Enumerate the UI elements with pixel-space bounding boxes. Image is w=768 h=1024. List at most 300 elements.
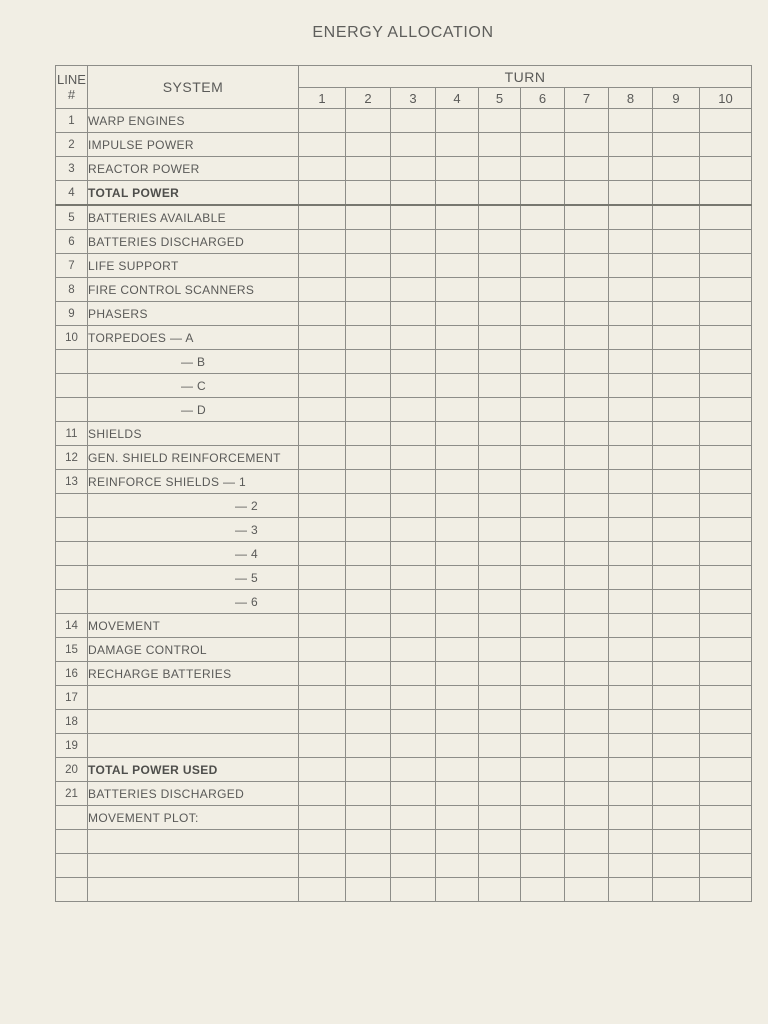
turn-entry-cell[interactable] [436,590,479,614]
turn-entry-cell[interactable] [700,590,752,614]
turn-entry-cell[interactable] [653,326,700,350]
turn-entry-cell[interactable] [700,181,752,206]
turn-entry-cell[interactable] [479,662,521,686]
turn-entry-cell[interactable] [653,518,700,542]
turn-entry-cell[interactable] [391,254,436,278]
turn-entry-cell[interactable] [609,278,653,302]
turn-entry-cell[interactable] [700,494,752,518]
turn-entry-cell[interactable] [346,374,391,398]
turn-entry-cell[interactable] [479,710,521,734]
turn-entry-cell[interactable] [479,350,521,374]
turn-entry-cell[interactable] [479,590,521,614]
turn-entry-cell[interactable] [609,181,653,206]
turn-entry-cell[interactable] [700,133,752,157]
turn-entry-cell[interactable] [565,518,609,542]
turn-entry-cell[interactable] [436,830,479,854]
turn-entry-cell[interactable] [346,181,391,206]
turn-entry-cell[interactable] [609,326,653,350]
turn-entry-cell[interactable] [346,662,391,686]
turn-entry-cell[interactable] [479,494,521,518]
turn-entry-cell[interactable] [653,374,700,398]
turn-entry-cell[interactable] [299,109,346,133]
turn-entry-cell[interactable] [299,806,346,830]
turn-entry-cell[interactable] [653,662,700,686]
turn-entry-cell[interactable] [609,398,653,422]
turn-entry-cell[interactable] [299,854,346,878]
turn-entry-cell[interactable] [346,157,391,181]
turn-entry-cell[interactable] [436,734,479,758]
turn-entry-cell[interactable] [609,157,653,181]
turn-entry-cell[interactable] [346,446,391,470]
turn-entry-cell[interactable] [299,157,346,181]
turn-entry-cell[interactable] [700,326,752,350]
turn-entry-cell[interactable] [299,422,346,446]
turn-entry-cell[interactable] [565,830,609,854]
turn-entry-cell[interactable] [346,734,391,758]
turn-entry-cell[interactable] [653,686,700,710]
turn-entry-cell[interactable] [479,470,521,494]
turn-entry-cell[interactable] [653,278,700,302]
turn-entry-cell[interactable] [346,133,391,157]
turn-entry-cell[interactable] [521,230,565,254]
turn-entry-cell[interactable] [521,326,565,350]
turn-entry-cell[interactable] [479,638,521,662]
turn-entry-cell[interactable] [521,422,565,446]
turn-entry-cell[interactable] [653,854,700,878]
turn-entry-cell[interactable] [436,542,479,566]
turn-entry-cell[interactable] [479,806,521,830]
turn-entry-cell[interactable] [346,878,391,902]
turn-entry-cell[interactable] [346,302,391,326]
turn-entry-cell[interactable] [609,758,653,782]
turn-entry-cell[interactable] [346,205,391,230]
turn-entry-cell[interactable] [609,782,653,806]
turn-entry-cell[interactable] [521,662,565,686]
turn-entry-cell[interactable] [299,662,346,686]
turn-entry-cell[interactable] [479,878,521,902]
turn-entry-cell[interactable] [609,470,653,494]
turn-entry-cell[interactable] [479,758,521,782]
turn-entry-cell[interactable] [436,854,479,878]
turn-entry-cell[interactable] [479,302,521,326]
turn-entry-cell[interactable] [436,878,479,902]
turn-entry-cell[interactable] [436,181,479,206]
turn-entry-cell[interactable] [436,806,479,830]
turn-entry-cell[interactable] [609,254,653,278]
turn-entry-cell[interactable] [346,109,391,133]
turn-entry-cell[interactable] [299,302,346,326]
turn-entry-cell[interactable] [391,109,436,133]
turn-entry-cell[interactable] [436,518,479,542]
turn-entry-cell[interactable] [346,854,391,878]
turn-entry-cell[interactable] [299,566,346,590]
turn-entry-cell[interactable] [609,566,653,590]
turn-entry-cell[interactable] [653,710,700,734]
turn-entry-cell[interactable] [479,205,521,230]
turn-entry-cell[interactable] [299,278,346,302]
turn-entry-cell[interactable] [346,470,391,494]
turn-entry-cell[interactable] [565,638,609,662]
turn-entry-cell[interactable] [700,254,752,278]
turn-entry-cell[interactable] [653,181,700,206]
turn-entry-cell[interactable] [521,302,565,326]
turn-entry-cell[interactable] [436,614,479,638]
turn-entry-cell[interactable] [565,494,609,518]
turn-entry-cell[interactable] [299,686,346,710]
turn-entry-cell[interactable] [391,854,436,878]
turn-entry-cell[interactable] [700,662,752,686]
turn-entry-cell[interactable] [609,590,653,614]
turn-entry-cell[interactable] [391,686,436,710]
turn-entry-cell[interactable] [565,470,609,494]
turn-entry-cell[interactable] [700,686,752,710]
turn-entry-cell[interactable] [521,470,565,494]
turn-entry-cell[interactable] [299,205,346,230]
turn-entry-cell[interactable] [609,302,653,326]
turn-entry-cell[interactable] [479,782,521,806]
turn-entry-cell[interactable] [653,302,700,326]
turn-entry-cell[interactable] [299,398,346,422]
turn-entry-cell[interactable] [391,662,436,686]
turn-entry-cell[interactable] [479,854,521,878]
turn-entry-cell[interactable] [565,662,609,686]
turn-entry-cell[interactable] [391,782,436,806]
turn-entry-cell[interactable] [565,374,609,398]
turn-entry-cell[interactable] [479,614,521,638]
turn-entry-cell[interactable] [700,398,752,422]
turn-entry-cell[interactable] [299,518,346,542]
turn-entry-cell[interactable] [346,254,391,278]
turn-entry-cell[interactable] [609,422,653,446]
turn-entry-cell[interactable] [565,254,609,278]
turn-entry-cell[interactable] [521,734,565,758]
turn-entry-cell[interactable] [436,278,479,302]
turn-entry-cell[interactable] [479,830,521,854]
turn-entry-cell[interactable] [700,518,752,542]
turn-entry-cell[interactable] [609,446,653,470]
turn-entry-cell[interactable] [479,686,521,710]
turn-entry-cell[interactable] [299,350,346,374]
turn-entry-cell[interactable] [391,734,436,758]
turn-entry-cell[interactable] [700,374,752,398]
turn-entry-cell[interactable] [299,782,346,806]
turn-entry-cell[interactable] [436,302,479,326]
turn-entry-cell[interactable] [565,590,609,614]
turn-entry-cell[interactable] [653,782,700,806]
turn-entry-cell[interactable] [653,806,700,830]
turn-entry-cell[interactable] [565,758,609,782]
turn-entry-cell[interactable] [346,350,391,374]
turn-entry-cell[interactable] [436,758,479,782]
turn-entry-cell[interactable] [700,758,752,782]
turn-entry-cell[interactable] [609,686,653,710]
turn-entry-cell[interactable] [521,350,565,374]
turn-entry-cell[interactable] [391,470,436,494]
turn-entry-cell[interactable] [521,638,565,662]
turn-entry-cell[interactable] [346,686,391,710]
turn-entry-cell[interactable] [521,278,565,302]
turn-entry-cell[interactable] [700,542,752,566]
turn-entry-cell[interactable] [436,350,479,374]
turn-entry-cell[interactable] [521,133,565,157]
turn-entry-cell[interactable] [391,422,436,446]
turn-entry-cell[interactable] [521,398,565,422]
turn-entry-cell[interactable] [479,157,521,181]
turn-entry-cell[interactable] [521,109,565,133]
turn-entry-cell[interactable] [609,878,653,902]
turn-entry-cell[interactable] [609,518,653,542]
turn-entry-cell[interactable] [700,806,752,830]
turn-entry-cell[interactable] [565,542,609,566]
turn-entry-cell[interactable] [299,326,346,350]
turn-entry-cell[interactable] [521,374,565,398]
turn-entry-cell[interactable] [609,494,653,518]
turn-entry-cell[interactable] [609,710,653,734]
turn-entry-cell[interactable] [299,590,346,614]
turn-entry-cell[interactable] [346,806,391,830]
turn-entry-cell[interactable] [299,181,346,206]
turn-entry-cell[interactable] [653,758,700,782]
turn-entry-cell[interactable] [299,878,346,902]
turn-entry-cell[interactable] [346,326,391,350]
turn-entry-cell[interactable] [479,109,521,133]
turn-entry-cell[interactable] [299,446,346,470]
turn-entry-cell[interactable] [700,230,752,254]
turn-entry-cell[interactable] [521,446,565,470]
turn-entry-cell[interactable] [700,302,752,326]
turn-entry-cell[interactable] [391,157,436,181]
turn-entry-cell[interactable] [299,758,346,782]
turn-entry-cell[interactable] [299,542,346,566]
turn-entry-cell[interactable] [391,806,436,830]
turn-entry-cell[interactable] [479,734,521,758]
turn-entry-cell[interactable] [391,302,436,326]
turn-entry-cell[interactable] [565,230,609,254]
turn-entry-cell[interactable] [565,157,609,181]
turn-entry-cell[interactable] [479,518,521,542]
turn-entry-cell[interactable] [609,662,653,686]
turn-entry-cell[interactable] [479,254,521,278]
turn-entry-cell[interactable] [700,350,752,374]
turn-entry-cell[interactable] [700,470,752,494]
turn-entry-cell[interactable] [391,494,436,518]
turn-entry-cell[interactable] [436,494,479,518]
turn-entry-cell[interactable] [479,374,521,398]
turn-entry-cell[interactable] [653,590,700,614]
turn-entry-cell[interactable] [609,374,653,398]
turn-entry-cell[interactable] [653,157,700,181]
turn-entry-cell[interactable] [346,758,391,782]
turn-entry-cell[interactable] [521,205,565,230]
turn-entry-cell[interactable] [346,278,391,302]
turn-entry-cell[interactable] [700,782,752,806]
turn-entry-cell[interactable] [521,782,565,806]
turn-entry-cell[interactable] [700,830,752,854]
turn-entry-cell[interactable] [346,614,391,638]
turn-entry-cell[interactable] [299,374,346,398]
turn-entry-cell[interactable] [479,422,521,446]
turn-entry-cell[interactable] [609,806,653,830]
turn-entry-cell[interactable] [299,254,346,278]
turn-entry-cell[interactable] [521,806,565,830]
turn-entry-cell[interactable] [565,782,609,806]
turn-entry-cell[interactable] [436,398,479,422]
turn-entry-cell[interactable] [436,566,479,590]
turn-entry-cell[interactable] [653,133,700,157]
turn-entry-cell[interactable] [436,374,479,398]
turn-entry-cell[interactable] [391,566,436,590]
turn-entry-cell[interactable] [653,398,700,422]
turn-entry-cell[interactable] [565,422,609,446]
turn-entry-cell[interactable] [653,254,700,278]
turn-entry-cell[interactable] [565,302,609,326]
turn-entry-cell[interactable] [609,734,653,758]
turn-entry-cell[interactable] [479,133,521,157]
turn-entry-cell[interactable] [700,446,752,470]
turn-entry-cell[interactable] [436,710,479,734]
turn-entry-cell[interactable] [653,542,700,566]
turn-entry-cell[interactable] [436,446,479,470]
turn-entry-cell[interactable] [346,782,391,806]
turn-entry-cell[interactable] [565,278,609,302]
turn-entry-cell[interactable] [436,133,479,157]
turn-entry-cell[interactable] [299,230,346,254]
turn-entry-cell[interactable] [436,230,479,254]
turn-entry-cell[interactable] [299,830,346,854]
turn-entry-cell[interactable] [609,109,653,133]
turn-entry-cell[interactable] [653,494,700,518]
turn-entry-cell[interactable] [653,734,700,758]
turn-entry-cell[interactable] [565,854,609,878]
turn-entry-cell[interactable] [299,710,346,734]
turn-entry-cell[interactable] [299,133,346,157]
turn-entry-cell[interactable] [521,157,565,181]
turn-entry-cell[interactable] [479,566,521,590]
turn-entry-cell[interactable] [700,878,752,902]
turn-entry-cell[interactable] [565,326,609,350]
turn-entry-cell[interactable] [653,878,700,902]
turn-entry-cell[interactable] [565,446,609,470]
turn-entry-cell[interactable] [521,542,565,566]
turn-entry-cell[interactable] [700,205,752,230]
turn-entry-cell[interactable] [653,446,700,470]
turn-entry-cell[interactable] [700,422,752,446]
turn-entry-cell[interactable] [479,230,521,254]
turn-entry-cell[interactable] [346,830,391,854]
turn-entry-cell[interactable] [565,205,609,230]
turn-entry-cell[interactable] [653,830,700,854]
turn-entry-cell[interactable] [565,398,609,422]
turn-entry-cell[interactable] [653,614,700,638]
turn-entry-cell[interactable] [391,398,436,422]
turn-entry-cell[interactable] [346,590,391,614]
turn-entry-cell[interactable] [700,566,752,590]
turn-entry-cell[interactable] [391,230,436,254]
turn-entry-cell[interactable] [700,157,752,181]
turn-entry-cell[interactable] [565,734,609,758]
turn-entry-cell[interactable] [436,686,479,710]
turn-entry-cell[interactable] [700,638,752,662]
turn-entry-cell[interactable] [391,614,436,638]
turn-entry-cell[interactable] [521,518,565,542]
turn-entry-cell[interactable] [346,638,391,662]
turn-entry-cell[interactable] [521,614,565,638]
turn-entry-cell[interactable] [436,326,479,350]
turn-entry-cell[interactable] [565,686,609,710]
turn-entry-cell[interactable] [521,254,565,278]
turn-entry-cell[interactable] [565,109,609,133]
turn-entry-cell[interactable] [299,734,346,758]
turn-entry-cell[interactable] [653,350,700,374]
turn-entry-cell[interactable] [299,494,346,518]
turn-entry-cell[interactable] [479,398,521,422]
turn-entry-cell[interactable] [391,205,436,230]
turn-entry-cell[interactable] [299,614,346,638]
turn-entry-cell[interactable] [346,542,391,566]
turn-entry-cell[interactable] [346,230,391,254]
turn-entry-cell[interactable] [521,566,565,590]
turn-entry-cell[interactable] [700,278,752,302]
turn-entry-cell[interactable] [521,758,565,782]
turn-entry-cell[interactable] [391,133,436,157]
turn-entry-cell[interactable] [609,542,653,566]
turn-entry-cell[interactable] [436,254,479,278]
turn-entry-cell[interactable] [391,446,436,470]
turn-entry-cell[interactable] [479,326,521,350]
turn-entry-cell[interactable] [479,278,521,302]
turn-entry-cell[interactable] [700,734,752,758]
turn-entry-cell[interactable] [391,590,436,614]
turn-entry-cell[interactable] [653,205,700,230]
turn-entry-cell[interactable] [565,350,609,374]
turn-entry-cell[interactable] [391,518,436,542]
turn-entry-cell[interactable] [653,566,700,590]
turn-entry-cell[interactable] [479,542,521,566]
turn-entry-cell[interactable] [653,638,700,662]
turn-entry-cell[interactable] [391,758,436,782]
turn-entry-cell[interactable] [391,326,436,350]
turn-entry-cell[interactable] [391,830,436,854]
turn-entry-cell[interactable] [521,686,565,710]
turn-entry-cell[interactable] [479,181,521,206]
turn-entry-cell[interactable] [609,830,653,854]
turn-entry-cell[interactable] [436,422,479,446]
turn-entry-cell[interactable] [700,710,752,734]
turn-entry-cell[interactable] [653,230,700,254]
turn-entry-cell[interactable] [391,638,436,662]
turn-entry-cell[interactable] [391,374,436,398]
turn-entry-cell[interactable] [609,638,653,662]
turn-entry-cell[interactable] [436,205,479,230]
turn-entry-cell[interactable] [653,422,700,446]
turn-entry-cell[interactable] [521,590,565,614]
turn-entry-cell[interactable] [521,854,565,878]
turn-entry-cell[interactable] [609,230,653,254]
turn-entry-cell[interactable] [565,806,609,830]
turn-entry-cell[interactable] [299,470,346,494]
turn-entry-cell[interactable] [521,181,565,206]
turn-entry-cell[interactable] [609,614,653,638]
turn-entry-cell[interactable] [479,446,521,470]
turn-entry-cell[interactable] [436,109,479,133]
turn-entry-cell[interactable] [521,710,565,734]
turn-entry-cell[interactable] [346,422,391,446]
turn-entry-cell[interactable] [391,350,436,374]
turn-entry-cell[interactable] [609,205,653,230]
turn-entry-cell[interactable] [521,830,565,854]
turn-entry-cell[interactable] [565,181,609,206]
turn-entry-cell[interactable] [346,710,391,734]
